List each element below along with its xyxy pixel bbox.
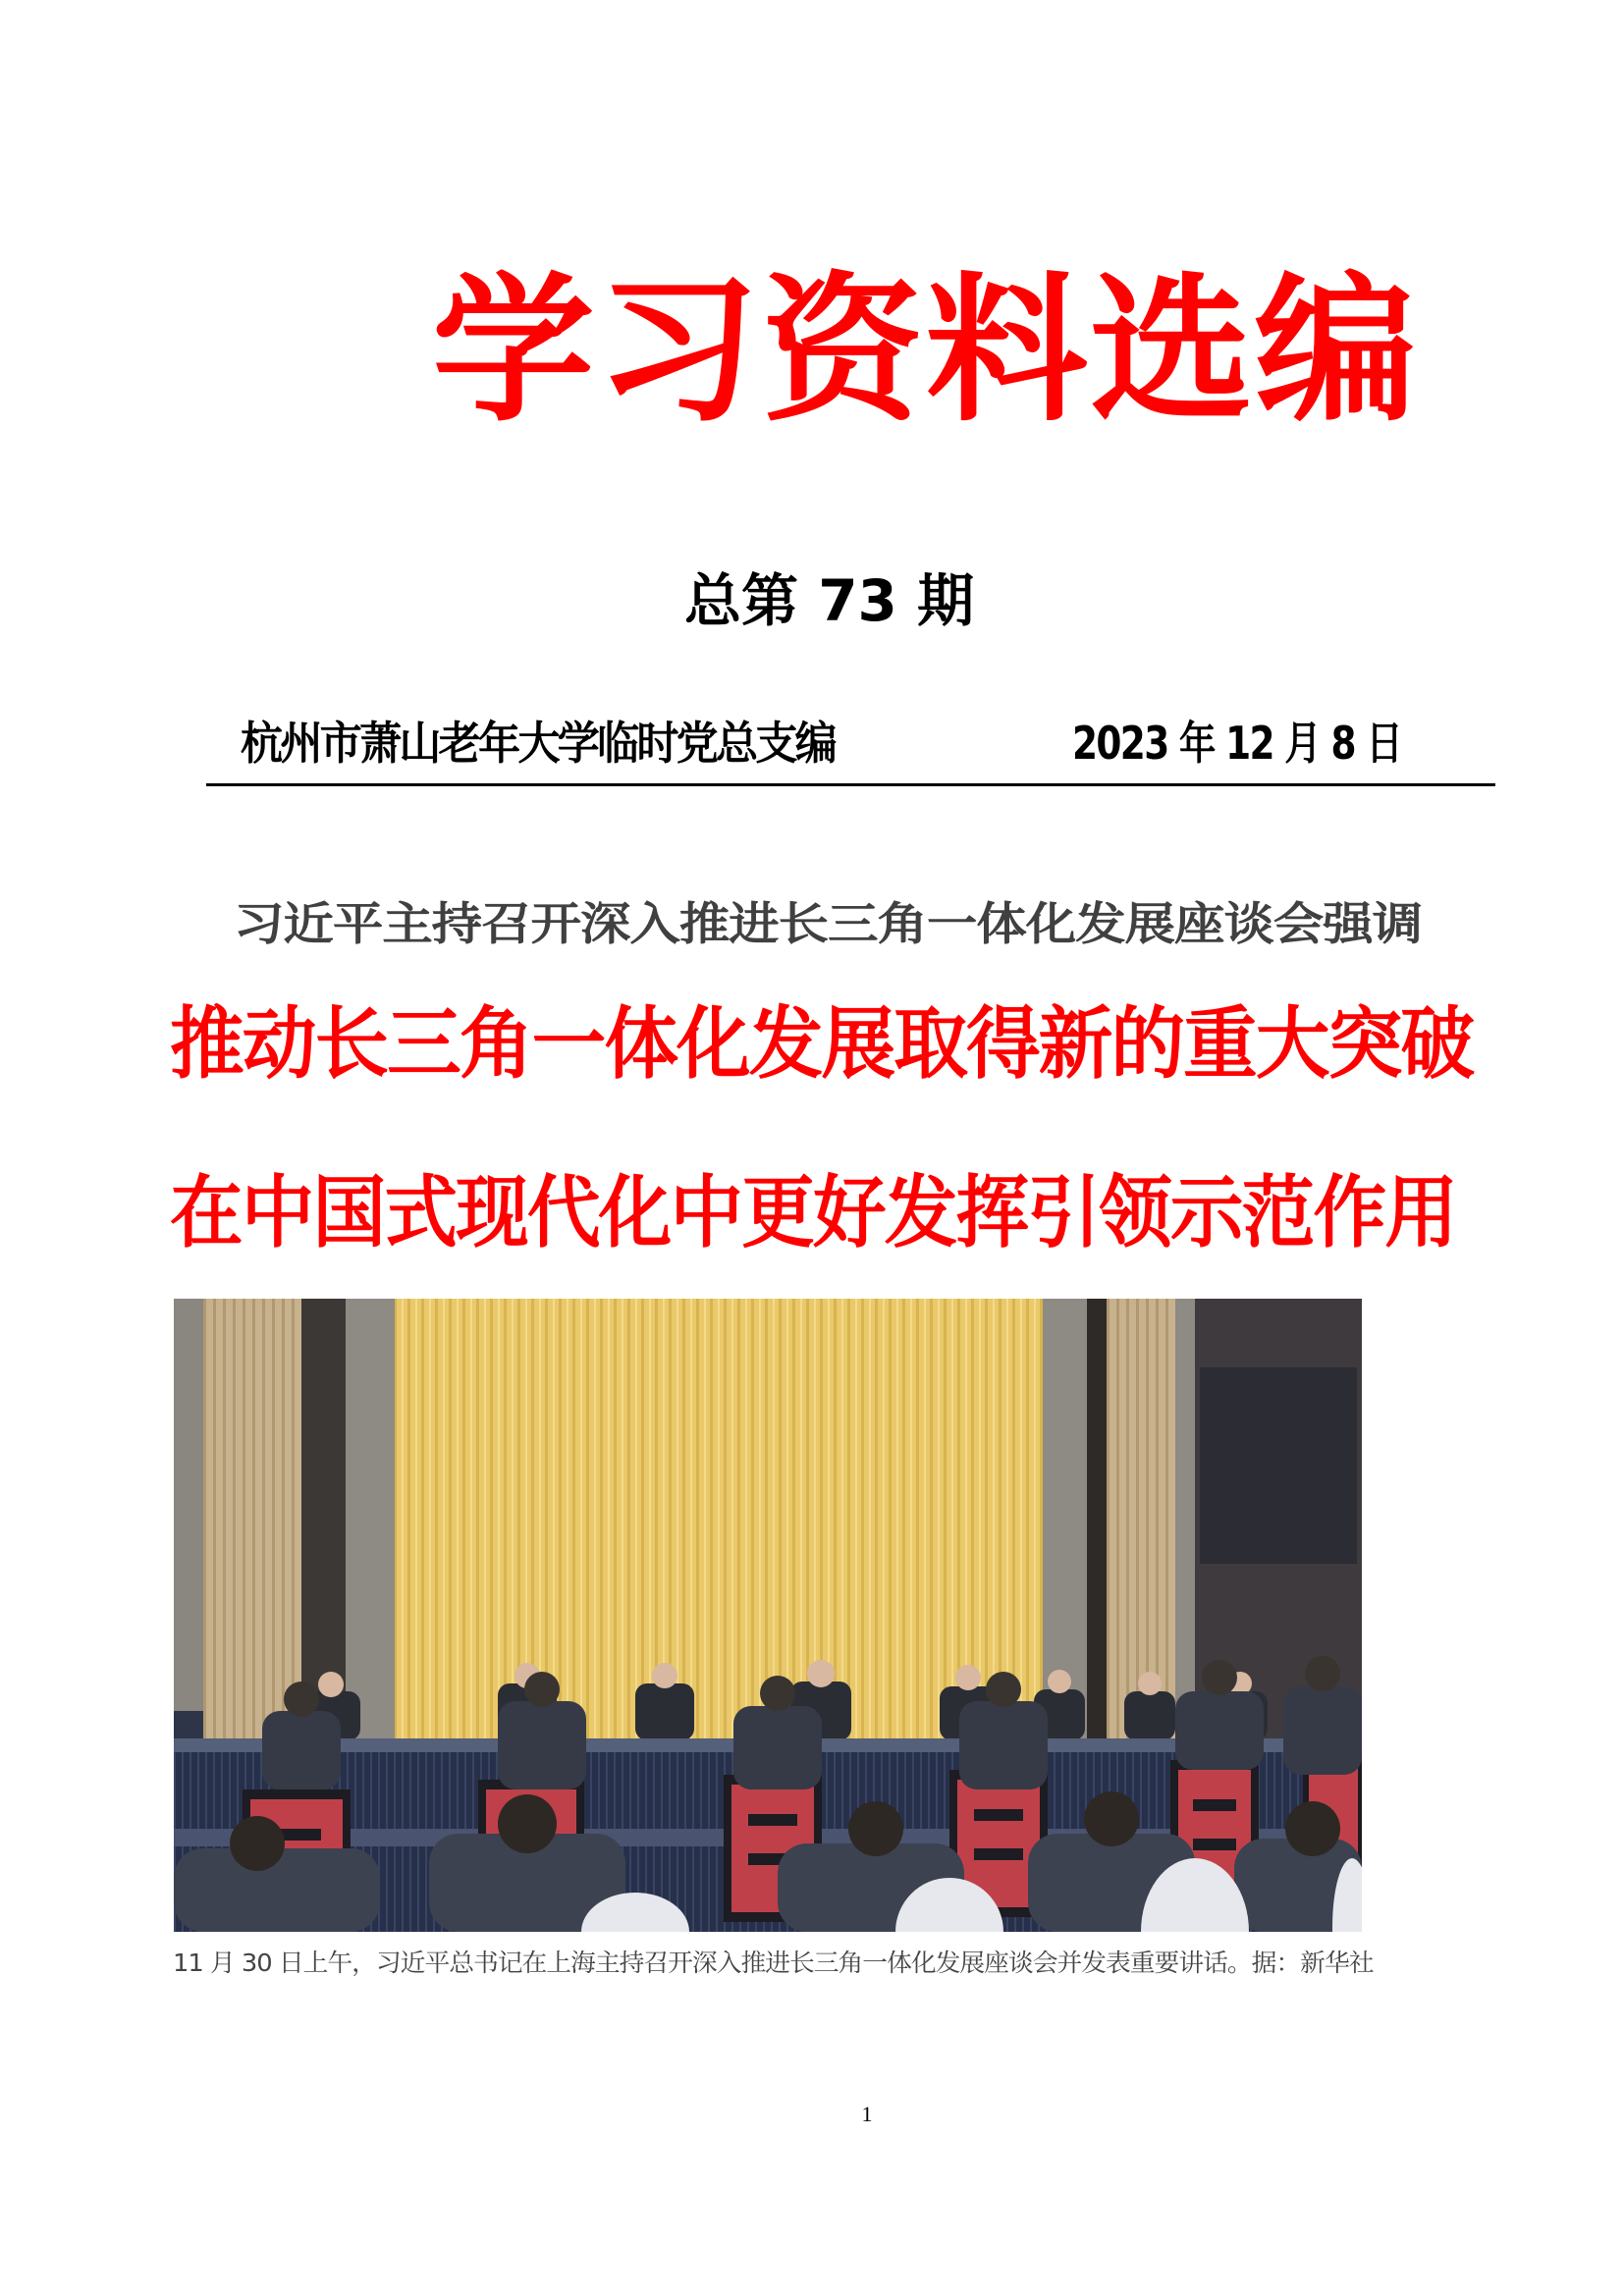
headline-line-1: 推动长三角一体化发展取得新的重大突破: [170, 998, 1473, 1090]
issue-number: 总第 73 期: [684, 567, 975, 634]
header-divider: [206, 783, 1495, 786]
meeting-photo: [174, 1299, 1362, 1932]
headline-line-2: 在中国式现代化中更好发挥引领示范作用: [170, 1167, 1456, 1258]
article-kicker: 习近平主持召开深入推进长三角一体化发展座谈会强调: [234, 897, 1422, 950]
publication-date: 2023 年 12 月 8 日: [1072, 717, 1402, 770]
photo-caption: 11 月 30 日上午，习近平总书记在上海主持召开深入推进长三角一体化发展座谈会并发表重要讲话。据：新华社: [173, 1949, 1374, 1977]
page-number: 1: [861, 2102, 873, 2126]
masthead-title: 学习资料选编: [432, 259, 1419, 444]
meeting-photo-graphic: [174, 1299, 1362, 1932]
publisher-name: 杭州市萧山老年大学临时党总支编: [241, 717, 835, 770]
